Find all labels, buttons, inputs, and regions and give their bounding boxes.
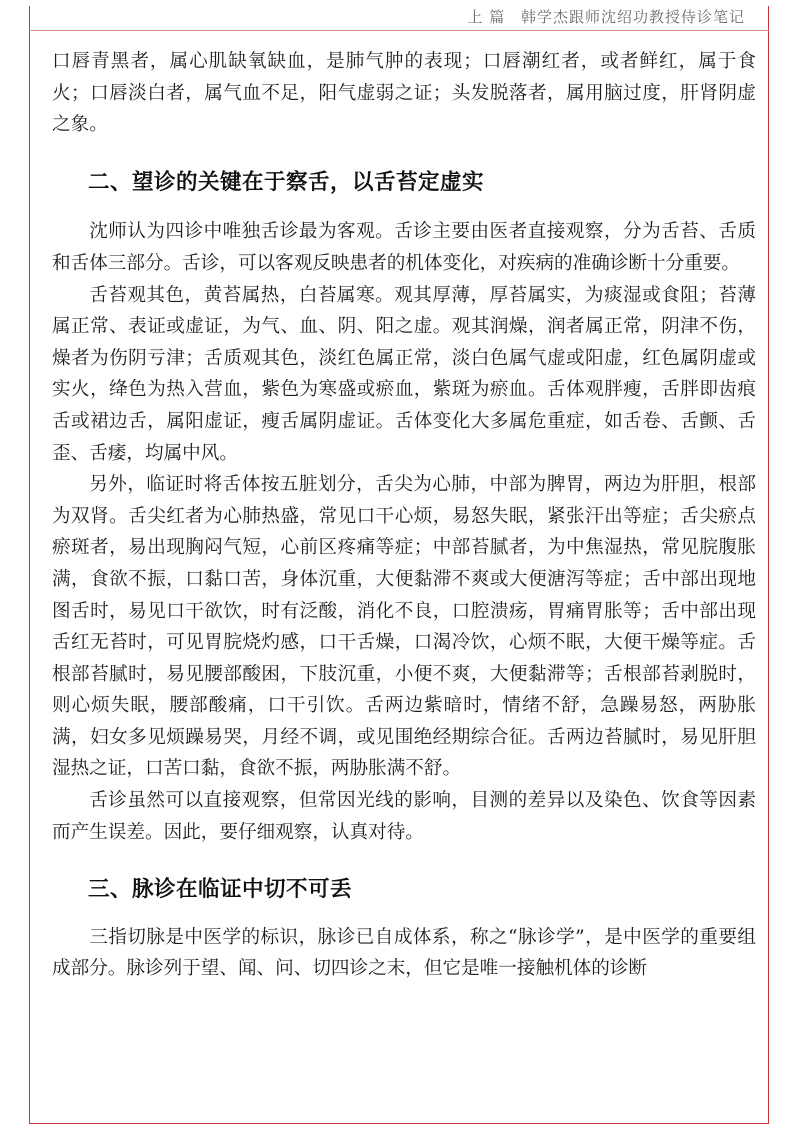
- page-body: [52, 46, 756, 985]
- paragraph-tongue-intro: 沈师认为四诊中唯独舌诊最为客观。舌诊主要由医者直接观察，分为舌苔、舌质和舌体三部分。舌诊，可以客观反映患者的机体变化，对疾病的准确诊断十分重要。: [52, 221, 756, 274]
- paragraph-tongue-coating: 舌苔观其色，黄苔属热，白苔属寒。观其厚薄，厚苔属实，为痰湿或食阻；苔薄属正常、表证或虚证，为气、血、阴、阳之虚。观其润燥，润者属正常，阴津不伤，燥者为伤阴亏津；舌质观其色，淡红色属正常，淡白色属气虚或阳虚，红色属阴虚或实火，绛色为热入营血，紫色为寒盛或瘀血，紫斑为瘀血。舌体观胖瘦，舌胖即齿痕舌或裙边舌，属阳虚证，瘦舌属阴虚证。舌体变化大多属危重症，如舌卷、舌颤、舌歪、舌痿，均属中风。: [52, 284, 756, 464]
- paragraph-lips-hair: 口唇青黑者，属心肌缺氧缺血，是肺气肿的表现；口唇潮红者，或者鲜红，属于食火；口唇淡白者，属气血不足，阳气虚弱之证；头发脱落者，属用脑过度，肝肾阴虚之象。: [52, 51, 756, 136]
- header-book-title: 韩学杰跟师沈绍功教授侍诊笔记: [520, 8, 745, 26]
- header-part: 上 篇: [467, 8, 506, 26]
- paragraph-pulse-intro: 三指切脉是中医学的标识，脉诊已自成体系，称之“脉诊学”，是中医学的重要组成部分。脉诊列于望、闻、问、切四诊之末，但它是唯一接触机体的诊断: [52, 926, 756, 980]
- running-header: [467, 6, 745, 27]
- section-heading-pulse: 三、脉诊在临证中切不可丢: [88, 877, 353, 903]
- section-heading-tongue: 二、望诊的关键在于察舌，以舌苔定虚实: [88, 169, 485, 195]
- paragraph-tongue-organs: 另外，临证时将舌体按五脏划分，舌尖为心肺，中部为脾胃，两边为肝胆，根部为双肾。舌尖红者为心肺热盛，常见口干心烦，易怒失眠，紧张汗出等症；舌尖瘀点瘀斑者，易出现胸闷气短，心前区疼痛等症；中部苔腻者，为中焦湿热，常见脘腹胀满，食欲不振，口黏口苦，身体沉重，大便黏滞不爽或大便溏泻等症；舌中部出现地图舌时，易见口干欲饮，时有泛酸，消化不良，口腔溃疡，胃痛胃胀等；舌中部出现舌红无苔时，可见胃脘烧灼感，口干舌燥，口渴冷饮，心烦不眠，大便干燥等症。舌根部苔腻时，易见腰部酸困，下肢沉重，小便不爽，大便黏滞等；舌根部苔剥脱时，则心烦失眠，腰部酸痛，口干引饮。舌两边紫暗时，情绪不舒，急躁易怒，两胁胀满，妇女多见烦躁易哭，月经不调，或见围绝经期综合征。舌两边苔腻时，易见肝胆湿热之证，口苦口黏，食欲不振，两胁胀满不舒。: [52, 474, 756, 780]
- paragraph-tongue-caution: 舌诊虽然可以直接观察，但常因光线的影响，目测的差异以及染色、饮食等因素而产生误差。因此，要仔细观察，认真对待。: [52, 790, 756, 843]
- header-rule: [29, 30, 769, 31]
